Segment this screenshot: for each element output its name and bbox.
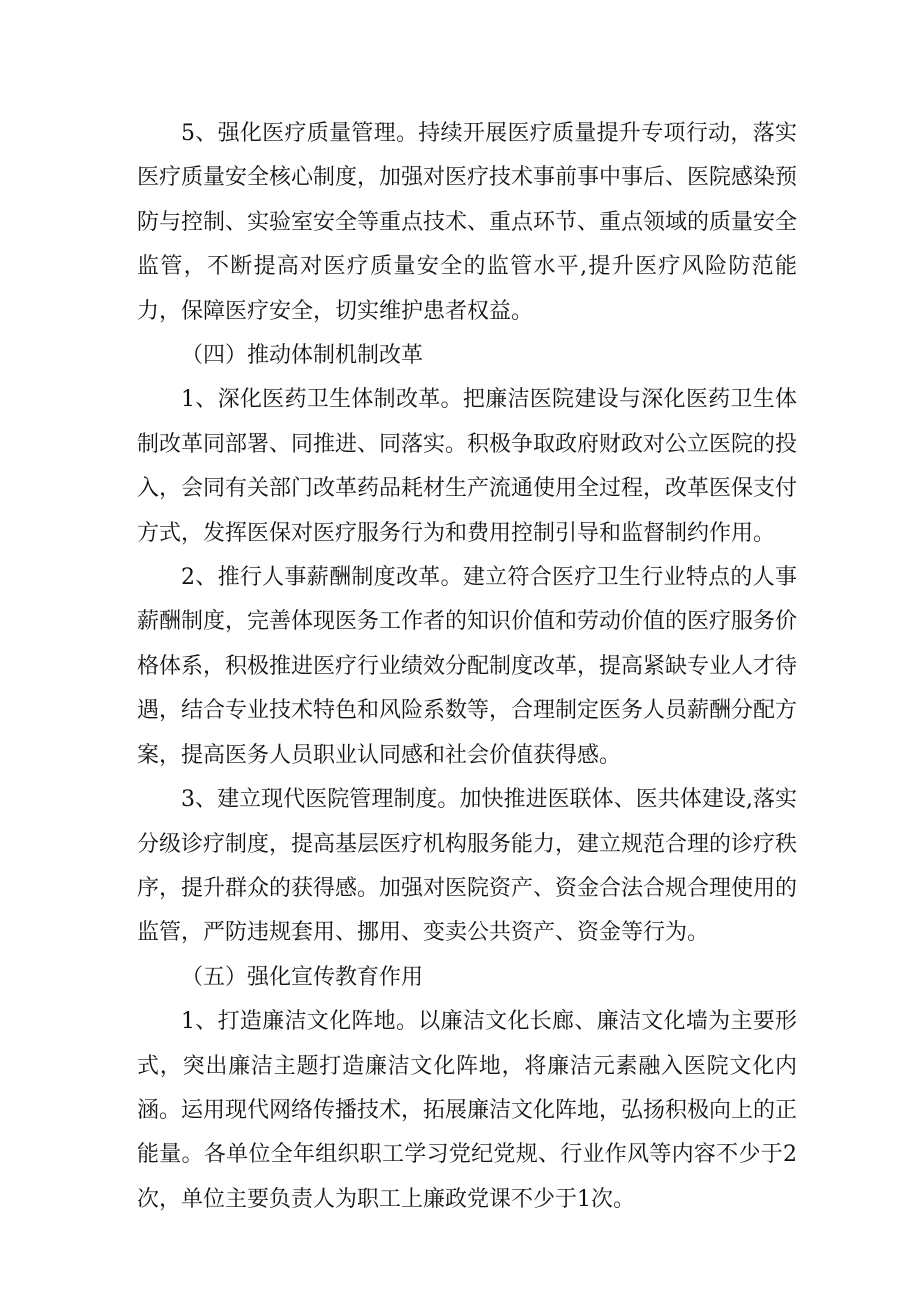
section-heading-5: （五）强化宣传教育作用 xyxy=(181,964,424,990)
section-heading-4: （四）推动体制机制改革 xyxy=(181,343,424,369)
para-salary-reform: 2、推行人事薪酬制度改革。建立符合医疗卫生行业特点的人事薪酬制度，完善体现医务工作者的知识价值和劳动价值的医疗服务价格体系，积极推进医疗行业绩效分配制度改革，提高紧缺专业人才待遇，结合专业技术特色和风险系数等，合理制定医务人员薪酬分配方案，提高医务人员职业认同感和社会价值获得感。 xyxy=(137,565,798,768)
para-modern-hospital-management: 3、建立现代医院管理制度。加快推进医联体、医共体建设,落实分级诊疗制度，提高基层医疗机构服务能力，建立规范合理的诊疗秩序，提升群众的获得感。加强对医院资产、资金合法合规合理使用的监管，严防违规套用、挪用、变卖公共资产、资金等行为。 xyxy=(137,787,798,946)
para-health-system-reform: 1、深化医药卫生体制改革。把廉洁医院建设与深化医药卫生体制改革同部署、同推进、同落实。积极争取政府财政对公立医院的投入，会同有关部门改革药品耗材生产流通使用全过程，改革医保支付方式，发挥医保对医疗服务行为和费用控制引导和监督制约作用。 xyxy=(137,387,798,546)
para-quality-management: 5、强化医疗质量管理。持续开展医疗质量提升专项行动，落实医疗质量安全核心制度，加强对医疗技术事前事中事后、医院感染预防与控制、实验室安全等重点技术、重点环节、重点领域的质量安全监管，不断提高对医疗质量安全的监管水平,提升医疗风险防范能力，保障医疗安全，切实维护患者权益。 xyxy=(137,121,798,324)
document-body xyxy=(137,112,797,1222)
para-integrity-culture: 1、打造廉洁文化阵地。以廉洁文化长廊、廉洁文化墙为主要形式，突出廉洁主题打造廉洁文化阵地，将廉洁元素融入医院文化内涵。运用现代网络传播技术，拓展廉洁文化阵地，弘扬积极向上的正能量。各单位全年组织职工学习党纪党规、行业作风等内容不少于2次，单位主要负责人为职工上廉政党课不少于1次。 xyxy=(137,1009,798,1212)
